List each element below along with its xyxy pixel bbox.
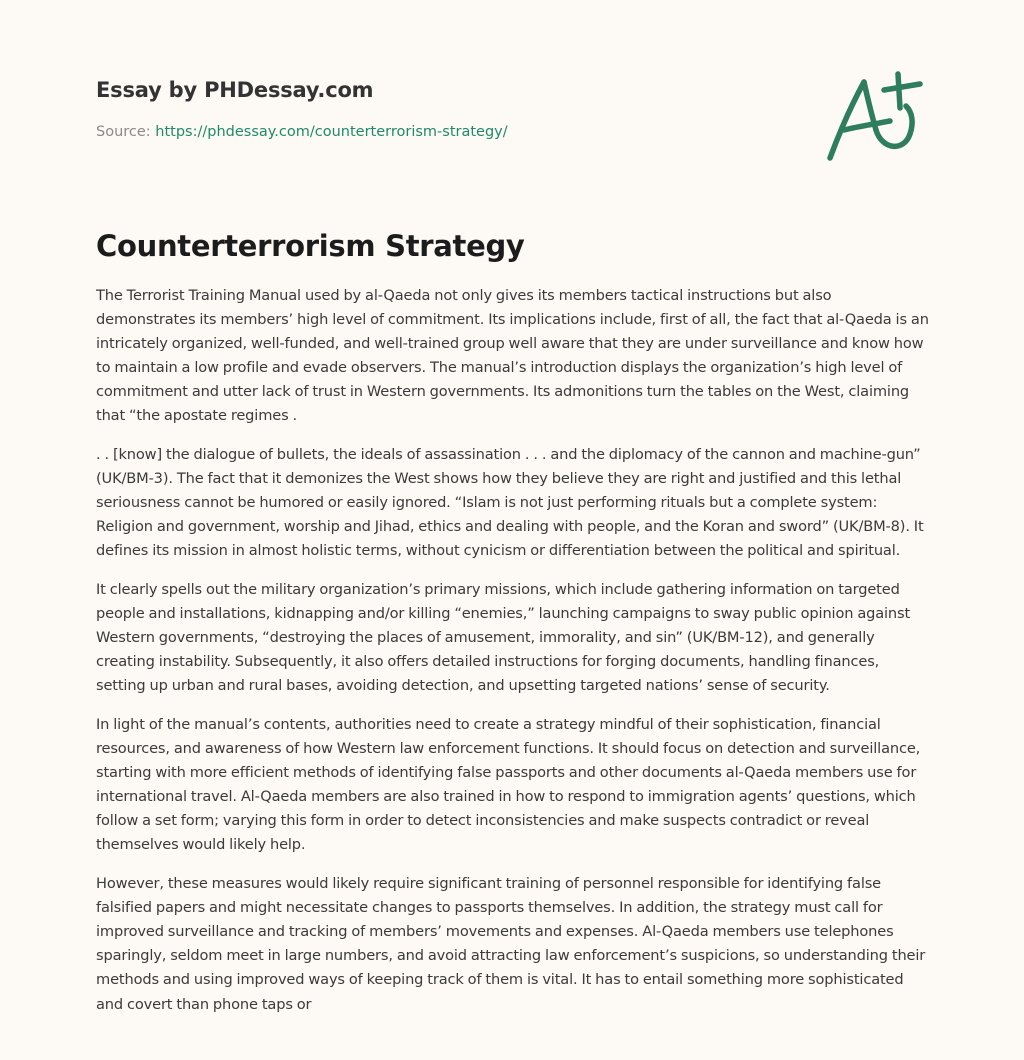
essay-paragraph: However, these measures would likely require significant training of personnel responsible for identifying false falsified papers and might necessitate changes to passports themselves. In addition, the strategy must call for improved surveillance and tracking of members’ movements and expenses. Al-Qaeda members use telephones sparingly, seldom meet in large numbers, and avoid attracting law enforcement’s suspicions, so understanding their methods and using improved ways of keeping track of them is vital. It has to entail something more sophisticated and covert than phone taps or [96, 875, 926, 1013]
essay-paragraph: It clearly spells out the military organization’s primary missions, which include gathering information on targeted people and installations, kidnapping and/or killing “enemies,” launching campaigns to sway public opinion against Western governments, “destroying the places of amusement, immorality, and sin” (UK/BM-12), and generally creating instability. Subsequently, it also offers detailed instructions for forging documents, handling finances, setting up urban and rural bases, avoiding detection, and upsetting targeted nations’ sense of security. [96, 581, 911, 695]
essay-paragraph: In light of the manual’s contents, authorities need to create a strategy mindful of their sophistication, financial resources, and awareness of how Western law enforcement functions. It should focus on detection and surveillance, starting with more efficient methods of identifying false passports and other documents al-Qaeda members use for international travel. Al-Qaeda members are also trained in how to respond to immigration agents’ questions, which follow a set form; varying this form in order to detect inconsistencies and make suspects contradict or reveal themselves would likely help. [96, 716, 921, 854]
essay-paragraph: The Terrorist Training Manual used by al-Qaeda not only gives its members tactical instructions but also demonstrates its members’ high level of commitment. Its implications include, first of all, the fact that al-Qaeda is an intricately organized, well-funded, and well-trained group well aware that they are under surveillance and know how to maintain a low profile and evade observers. The manual’s introduction displays the organization’s high level of commitment and utter lack of trust in Western governments. Its admonitions turn the tables on the West, claiming that “the apostate regimes . [96, 287, 929, 425]
a-plus-grade-icon [820, 66, 930, 166]
page-header [96, 76, 796, 142]
source-line [96, 122, 796, 142]
essay-body [96, 284, 932, 1031]
essay-title: Counterterrorism Strategy [96, 229, 525, 263]
source-label: Source: [96, 124, 151, 140]
source-link[interactable]: https://phdessay.com/counterterrorism-strategy/ [155, 124, 508, 140]
essay-paragraph: . . [know] the dialogue of bullets, the ideals of assassination . . . and the diplomacy of the cannon and machine-gun” (UK/BM-3). The fact that it demonizes the West shows how they believe they are right and justified and this lethal seriousness cannot be humored or easily ignored. “Islam is not just performing rituals but a complete system: Religion and government, worship and Jihad, ethics and dealing with people, and the Koran and sword” (UK/BM-8). It defines its mission in almost holistic terms, without cynicism or differentiation between the political and spiritual. [96, 446, 924, 560]
site-brand: Essay by PHDessay.com [96, 78, 374, 102]
